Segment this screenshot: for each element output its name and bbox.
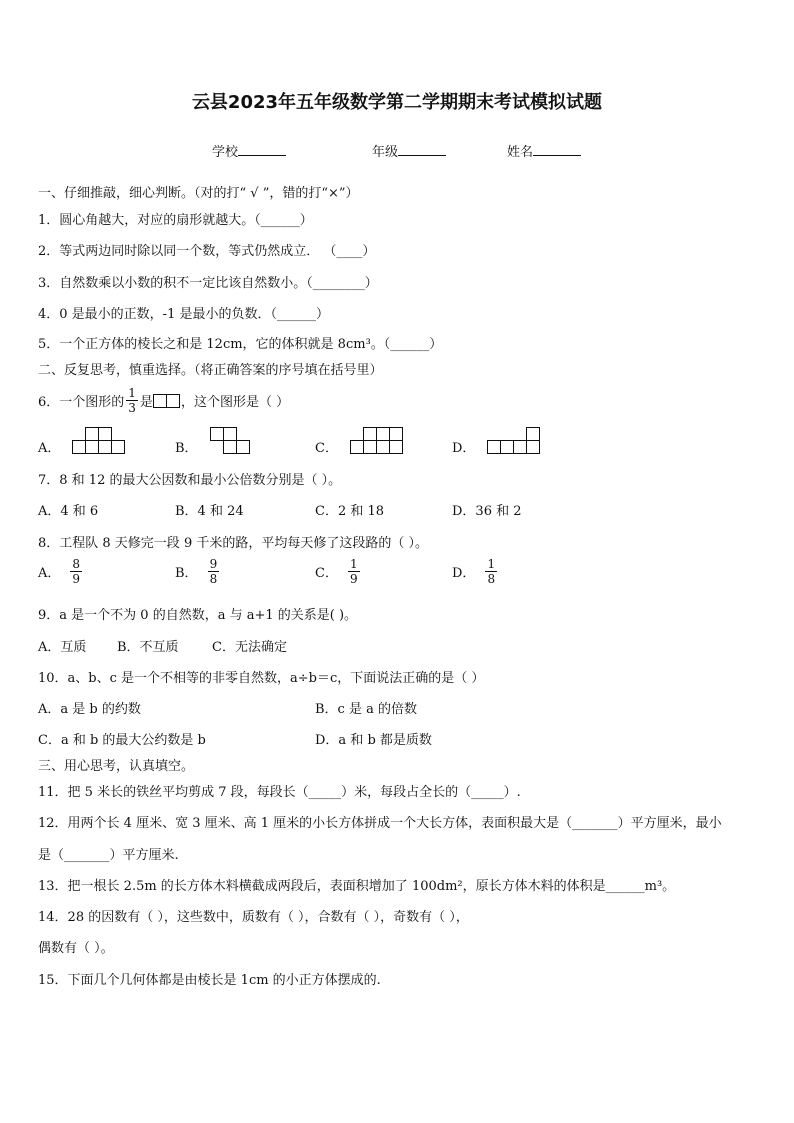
question-11: 11．把 5 米长的铁丝平均剪成 7 段，每段长（_____）米，每段占全长的（_____）. [38,785,521,800]
option-fraction [70,557,82,586]
q10-option-b[interactable]: B．c 是 a 的倍数 [315,702,417,717]
fraction-denominator: 8 [487,572,496,586]
question-1: 1．圆心角越大，对应的扇形就越大。（______） [38,213,313,228]
q6-option-d[interactable] [452,426,543,456]
question-2: 2．等式两边同时除以同一个数，等式仍然成立． （____） [38,244,376,259]
q7-option-a[interactable]: A．4 和 6 [38,504,99,519]
section-3-heading: 三、用心思考，认真填空。 [38,759,195,774]
option-label: C． [315,441,338,456]
q9-option-c[interactable]: C．无法确定 [212,640,287,655]
question-3: 3．自然数乘以小数的积不一定比该自然数小。（________） [38,276,378,291]
option-label: D． [452,566,476,581]
question-10: 10．a、b、c 是一个不相等的非零自然数，a÷b＝c，下面说法正确的是（ ） [38,671,485,686]
option-label: A． [38,566,61,581]
section-2-heading: 二、反复思考，慎重选择。（将正确答案的序号填在括号里） [38,363,383,378]
question-14-line-1: 14．28 的因数有（ ），这些数中，质数有（ ），合数有（ ），奇数有（ ）， [38,910,469,925]
option-label: D． [452,441,476,456]
fraction-denominator: 9 [72,572,81,586]
q9-option-a[interactable]: A．互质 [38,640,87,655]
question-6-mid: 是 [139,395,153,410]
grade-label: 年级 [372,145,399,160]
q8-option-d[interactable] [452,557,499,586]
option-fraction [485,557,497,586]
q6-option-a[interactable] [38,426,128,456]
q10-option-a[interactable]: A．a 是 b 的约数 [38,702,141,717]
grade-field [372,141,446,160]
question-15: 15．下面几个几何体都是由棱长是 1cm 的小正方体摆成的. [38,973,381,988]
name-blank[interactable] [533,143,581,156]
school-label: 学校 [212,145,239,160]
question-6-prefix: 6．一个图形的 [38,395,125,410]
fraction-denominator: 3 [128,401,136,415]
square-cell [153,394,166,407]
q7-option-c[interactable]: C．2 和 18 [315,504,385,519]
question-6-suffix: ，这个图形是（ ） [180,395,290,410]
square-cell [166,394,179,407]
question-4: 4．0 是最小的正数，-1 是最小的负数．（______） [38,307,329,322]
option-label: C． [315,566,338,581]
school-field [212,141,286,160]
section-1-heading: 一、仔细推敲，细心判断。（对的打“ √ ”，错的打“×”） [38,186,359,201]
option-label: B． [175,566,198,581]
option-d-figure [487,426,543,456]
option-label: B． [175,441,198,456]
question-5: 5．一个正方体的棱长之和是 12cm，它的体积就是 8cm³。（______） [38,337,443,352]
q7-option-d[interactable]: D．36 和 2 [452,504,522,519]
q8-option-b[interactable] [175,557,221,586]
school-blank[interactable] [238,143,286,156]
name-label: 姓名 [507,145,534,160]
page-title: 云县2023年五年级数学第二学期期末考试模拟试题 [191,92,603,113]
name-field [507,141,581,160]
option-label: A． [38,441,61,456]
q7-option-b[interactable]: B．4 和 24 [175,504,244,519]
option-c-figure [350,426,406,456]
fraction-denominator: 9 [349,572,358,586]
option-a-figure [72,426,128,456]
q10-option-c[interactable]: C．a 和 b 的最大公约数是 b [38,733,206,748]
fraction-numerator: 9 [209,557,218,571]
question-13: 13．把一根长 2.5m 的长方体木料横截成两段后，表面积增加了 100dm²，原长方体木料的体积是______m³。 [38,879,676,894]
q6-option-b[interactable] [175,426,254,456]
question-9: 9．a 是一个不为 0 的自然数，a 与 a+1 的关系是( )。 [38,608,358,623]
q8-option-a[interactable] [38,557,84,586]
question-14-line-2: 偶数有（ ）。 [38,941,114,956]
two-square-figure [153,394,181,408]
fraction-numerator: 1 [128,386,136,400]
one-third-fraction [126,386,138,415]
fraction-numerator: 1 [487,557,496,571]
q10-option-d[interactable]: D．a 和 b 都是质数 [315,733,432,748]
q6-option-c[interactable] [315,426,406,456]
fraction-denominator: 8 [209,572,218,586]
question-7: 7．8 和 12 的最大公因数和最小公倍数分别是（ ）。 [38,473,342,488]
question-12-line-2: 是（_______）平方厘米. [38,848,179,863]
option-fraction [208,557,220,586]
option-fraction [348,557,360,586]
q9-option-b[interactable]: B．不互质 [117,640,179,655]
question-12-line-1: 12．用两个长 4 厘米、宽 3 厘米、高 1 厘米的小长方体拼成一个大长方体，表面积最大是（_______）平方厘米，最小 [38,816,722,831]
grade-blank[interactable] [398,143,446,156]
fraction-numerator: 1 [349,557,358,571]
question-6 [38,386,289,415]
q8-option-c[interactable] [315,557,362,586]
fraction-numerator: 8 [72,557,81,571]
question-8: 8．工程队 8 天修完一段 9 千米的路，平均每天修了这段路的（ ）。 [38,536,428,551]
option-b-figure [210,426,254,456]
